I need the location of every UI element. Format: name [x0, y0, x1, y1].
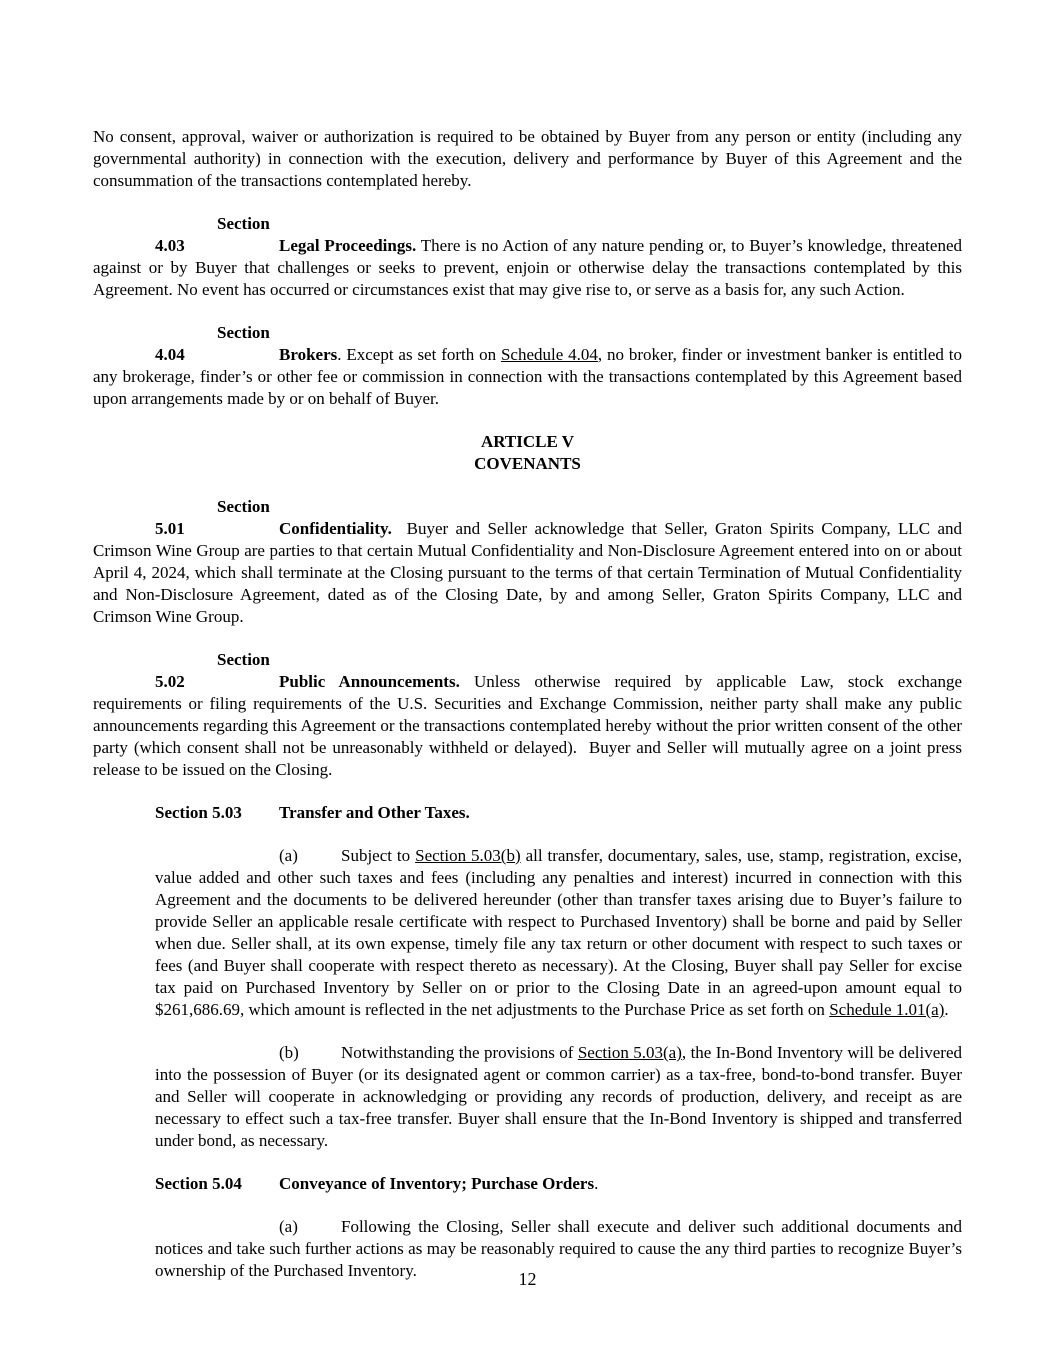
section-title: Conveyance of Inventory; Purchase Orders	[279, 1174, 595, 1193]
clause-body-continued: , the In-Bond Inventory will be delivered into the possession of Buyer (or its designated agent or common carrier) as a tax-free, bond-to-bond transfer. Buyer and Seller will cooperate in acknowledging or providing any records of production, delivery, and receipt as are necessary to effect such a tax-free transfer. Buyer shall ensure that the In-Bond Inventory is shipped and transferred under bond, as necessary.	[155, 1043, 962, 1150]
section-number: Section 5.03	[155, 803, 242, 822]
section-body: There is no Action of any nature pending or, to Buyer’s knowledge, threatened against or by Buyer that challenges or seeks to prevent, enjoin or otherwise delay the transactions contemplated by this Agreement. No event has occurred or circumstances exist that may give rise to, or serve as a basis for, any such Action.	[93, 236, 962, 299]
page-number: 12	[518, 1269, 537, 1289]
section-title: Public Announcements.	[279, 672, 460, 691]
section-body: Unless otherwise required by applicable Law, stock exchange requirements or filing requirements of the U.S. Securities and Exchange Commission, neither party shall make any public announcements regarding this Agreement or the transactions contemplated hereby without the prior written consent of the other party (which consent shall not be unreasonably withheld or delayed). Buyer and Seller will mutually agree on a joint press release to be issued on the Closing.	[93, 672, 967, 779]
section-5-03-heading	[93, 802, 962, 824]
intro-paragraph: No consent, approval, waiver or authorization is required to be obtained by Buyer from any person or entity (including any governmental authority) in connection with the execution, delivery and performance by Buyer of this Agreement and the consummation of the transactions contemplated hereby.	[93, 127, 962, 190]
document-page	[93, 126, 967, 1303]
article-heading	[93, 431, 962, 475]
clause-label: (a)	[279, 1217, 298, 1236]
section-5-03-b	[155, 1042, 962, 1152]
section-body-continued: , no broker, finder or investment banker is entitled to any brokerage, finder’s or other fee or commission in connection with the transactions contemplated by this Agreement based upon arrangements made by or on behalf of Buyer.	[93, 345, 962, 408]
clause-body: Notwithstanding the provisions of	[341, 1043, 578, 1062]
section-number: Section 5.02	[155, 650, 270, 691]
section-title-end: .	[594, 1174, 599, 1193]
section-title: Legal Proceedings.	[279, 236, 417, 255]
section-body: . Except as set forth on	[337, 345, 501, 364]
section-reference: Section 5.03(a)	[577, 1043, 682, 1062]
clause-body: Subject to	[341, 846, 416, 865]
section-4-03	[93, 213, 962, 301]
section-reference: Section 5.03(b)	[415, 846, 521, 865]
section-title: Brokers	[279, 345, 338, 364]
clause-end: .	[944, 1000, 949, 1019]
section-5-04-heading	[93, 1173, 962, 1195]
section-number: Section 5.01	[155, 497, 270, 538]
section-body: Buyer and Seller acknowledge that Seller, Graton Spirits Company, LLC and Crimson Wine Group are parties to that certain Mutual Confidentiality and Non-Disclosure Agreement entered into on or about April 4, 2024, which shall terminate at the Closing pursuant to the terms of that certain Termination of Mutual Confidentiality and Non-Disclosure Agreement, dated as of the Closing Date, by and among Seller, Graton Spirits Company, LLC and Crimson Wine Group.	[93, 519, 967, 626]
section-5-03-a	[155, 845, 962, 1021]
section-title: Confidentiality.	[279, 519, 392, 538]
article-number: ARTICLE V	[480, 432, 575, 451]
article-title: COVENANTS	[474, 454, 581, 473]
section-number: Section 5.04	[155, 1174, 242, 1193]
schedule-reference: Schedule 4.04	[500, 345, 598, 364]
section-5-02	[93, 649, 967, 781]
section-4-04	[93, 322, 962, 410]
section-number: Section 4.03	[155, 214, 270, 255]
clause-body-continued: all transfer, documentary, sales, use, stamp, registration, excise, value added and other such taxes and fees (including any penalties and interest) incurred in connection with this Agreement and the documents to be delivered hereunder (other than transfer taxes arising due to Buyer’s failure to provide Seller an applicable resale certificate with respect to Purchased Inventory) shall be borne and paid by Seller when due. Seller shall, at its own expense, timely file any tax return or other document with respect to such taxes or fees (and Buyer shall cooperate with respect thereto as necessary). At the Closing, Buyer shall pay Seller for excise tax paid on Purchased Inventory by Seller on or prior to the Closing Date in an agreed-upon amount equal to $261,686.69, which amount is reflected in the net adjustments to the Purchase Price as set forth on	[155, 846, 962, 1019]
section-number: Section 4.04	[155, 323, 270, 364]
section-5-01	[93, 496, 967, 628]
schedule-reference: Schedule 1.01(a)	[829, 1000, 945, 1019]
clause-label: (b)	[279, 1043, 299, 1062]
section-title: Transfer and Other Taxes.	[279, 803, 470, 822]
clause-label: (a)	[279, 846, 298, 865]
clause-body: Following the Closing, Seller shall execute and deliver such additional documents and notices and take such further actions as may be reasonably required to cause the any third parties to recognize Buyer’s ownership of the Purchased Inventory.	[155, 1217, 962, 1280]
